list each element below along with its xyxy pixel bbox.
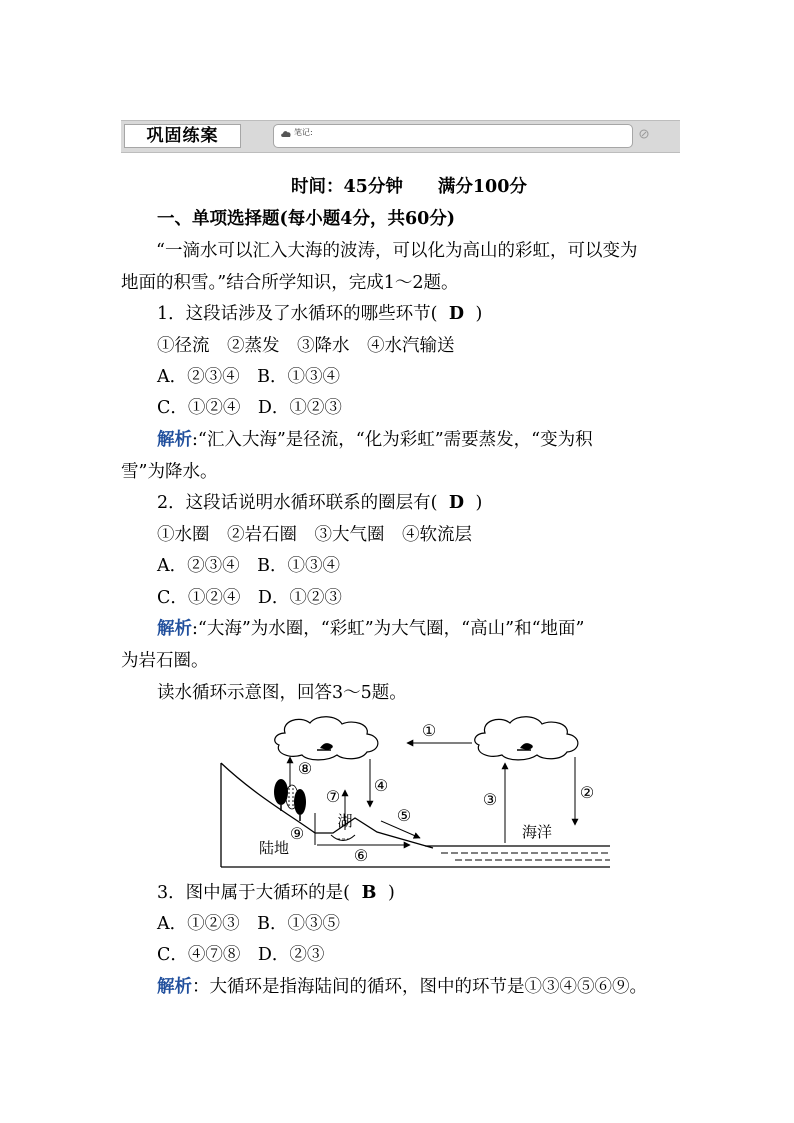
label-lake: 湖 (337, 812, 353, 830)
q1-options-ab: A．②③④ B．①③④ (157, 367, 340, 387)
q2-analysis-label: 解析 (157, 619, 192, 639)
q3-stem-text: 3．图中属于大循环的是( (157, 883, 350, 903)
land-cloud-icon (275, 717, 378, 760)
q1-items: ①径流 ②蒸发 ③降水 ④水汽输送 (157, 336, 455, 356)
label-6: ⑥ (353, 846, 369, 865)
intro-line-2: 地面的积雪。”结合所学知识，完成1～2题。 (121, 273, 459, 293)
label-8: ⑧ (297, 759, 313, 778)
q2-analysis (157, 617, 584, 641)
q3-answer: B (361, 883, 377, 903)
q3-options-ab: A．①②③ B．①③⑤ (157, 914, 340, 934)
q2-analysis-text: :“大海”为水圈，“彩虹”为大气圈，“高山”和“地面” (192, 619, 585, 639)
edit-icon[interactable] (639, 129, 649, 139)
q3-close: ) (387, 883, 395, 903)
q3-analysis-label: 解析 (157, 977, 192, 997)
q3-options-cd: C．④⑦⑧ D．②③ (157, 945, 325, 965)
label-5: ⑤ (396, 806, 412, 825)
q1-close: ) (475, 304, 483, 324)
notes-label: 笔记: (294, 128, 313, 137)
q1-options-cd: C．①②④ D．①②③ (157, 398, 342, 418)
q1-analysis-line-2: 雪”为降水。 (121, 462, 218, 482)
sea-cloud-icon (475, 717, 578, 760)
q2-close: ) (475, 493, 483, 513)
q2-stem-text: 2．这段话说明水循环联系的圈层有( (157, 493, 438, 513)
label-2: ② (579, 783, 595, 802)
q1-stem (157, 302, 482, 326)
label-9: ⑨ (289, 824, 305, 843)
notes-field[interactable] (273, 124, 633, 148)
label-1: ① (421, 721, 437, 740)
section-heading: 一、单项选择题(每小题4分，共60分) (157, 209, 456, 229)
label-4: ④ (373, 776, 389, 795)
lake-basin (331, 835, 355, 841)
q3-analysis (157, 975, 647, 999)
q1-analysis (157, 428, 593, 452)
intro-line-1: “一滴水可以汇入大海的波涛，可以化为高山的彩虹，可以变为 (156, 241, 638, 261)
label-7: ⑦ (325, 787, 341, 806)
q1-answer: D (448, 304, 465, 324)
label-sea: 海洋 (521, 823, 553, 841)
q3-stem (157, 881, 395, 905)
time-score-info: 时间：45分钟 满分100分 (291, 177, 527, 197)
q3-analysis-text: ：大循环是指海陆间的循环，图中的环节是①③④⑤⑥⑨。 (192, 977, 647, 997)
reading-instruction: 读水循环示意图，回答3～5题。 (157, 683, 407, 703)
label-3: ③ (482, 790, 498, 809)
cloud-icon (280, 129, 292, 138)
section-header-bar (121, 120, 680, 153)
q2-options-ab: A．②③④ B．①③④ (157, 556, 340, 576)
q1-analysis-label: 解析 (157, 430, 192, 450)
section-title: 巩固练案 (124, 124, 241, 148)
q2-answer: D (448, 493, 465, 513)
q2-analysis-line-2: 为岩石圈。 (121, 651, 209, 671)
label-land: 陆地 (258, 839, 290, 857)
water-cycle-diagram (215, 715, 615, 870)
q2-options-cd: C．①②④ D．①②③ (157, 588, 342, 608)
q1-stem-text: 1．这段话涉及了水循环的哪些环节( (157, 304, 438, 324)
q2-items: ①水圈 ②岩石圈 ③大气圈 ④软流层 (157, 525, 472, 545)
q2-stem (157, 491, 482, 515)
q1-analysis-text: :“汇入大海”是径流，“化为彩虹”需要蒸发，“变为积 (192, 430, 593, 450)
